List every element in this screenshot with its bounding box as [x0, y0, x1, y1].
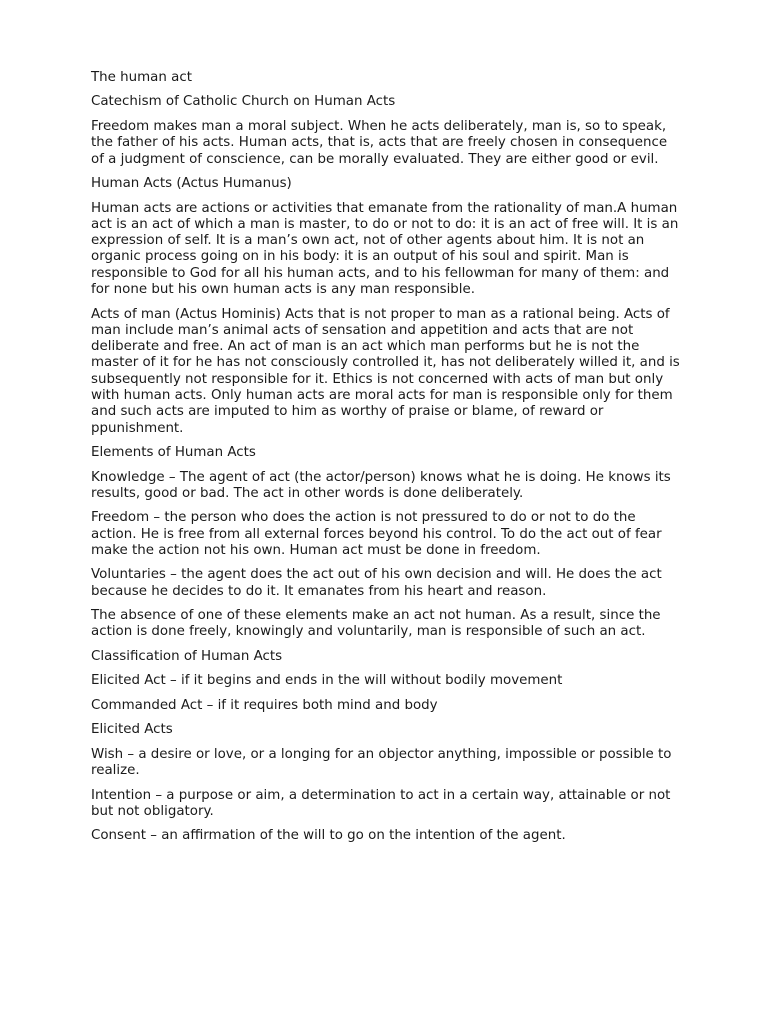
body-paragraph: Acts of man (Actus Hominis) Acts that is not proper to man as a rational being. Acts of man include man’s animal acts of sensation and appetition and acts that are not deliberate and free. An act of man is an act which man performs but he is not the master of it for he has not consciously controlled it, has not deliberately willed it, and is subsequently not responsible for it. Ethics is not concerned with acts of man but only with human acts. Only human acts are moral acts for man is responsible only for them and such acts are imputed to him as worthy of praise or blame, of reward or ppunishment. [91, 306, 680, 436]
document-title: The human act [91, 70, 192, 85]
body-paragraph: Commanded Act – if it requires both mind and body [91, 697, 438, 713]
section-heading: Catechism of Catholic Church on Human Acts [91, 94, 396, 110]
body-paragraph: Voluntaries – the agent does the act out of his own decision and will. He does the act because he decides to do it. It emanates from his heart and reason. [91, 567, 662, 599]
section-heading: Human Acts (Actus Humanus) [91, 176, 292, 192]
body-paragraph: Intention – a purpose or aim, a determination to act in a certain way, attainable or not but not obligatory. [91, 787, 671, 819]
body-paragraph: Knowledge – The agent of act (the actor/person) knows what he is doing. He knows its results, good or bad. The act in other words is done deliberately. [91, 469, 671, 501]
body-paragraph: Elicited Act – if it begins and ends in the will without bodily movement [91, 673, 563, 689]
section-heading: Elicited Acts [91, 722, 173, 738]
body-paragraph: Freedom – the person who does the action is not pressured to do or not to do the action. He is free from all external forces beyond his control. To do the act out of fear make the action not his own. Human act must be done in freedom. [91, 510, 662, 558]
body-paragraph: Wish – a desire or love, or a longing for an objector anything, impossible or possible to realize. [91, 746, 672, 779]
body-paragraph: The absence of one of these elements make an act not human. As a result, since the action is done freely, knowingly and voluntarily, man is responsible of such an act. [91, 608, 661, 640]
body-paragraph: Consent – an affirmation of the will to go on the intention of the agent. [91, 828, 566, 844]
body-paragraph: Freedom makes man a moral subject. When he acts deliberately, man is, so to speak, the father of his acts. Human acts, that is, acts that are freely chosen in consequence of a judgment of conscience, can be morally evaluated. They are either good or evil. [91, 118, 668, 167]
section-heading: Classification of Human Acts [91, 648, 283, 664]
body-paragraph: Human acts are actions or activities that emanate from the rationality of man.A human act is an act of which a man is master, to do or not to do: it is an act of free will. It is an expression of self. It is a man’s own act, not of other agents about him. It is not an organic process going on in his body: it is an output of his soul and spirit. Man is responsible to God for all his human acts, and to his fellowman for many of them: and for none but his own human acts is any man responsible. [91, 200, 679, 298]
document-page [91, 70, 683, 853]
section-heading: Elements of Human Acts [91, 445, 256, 461]
